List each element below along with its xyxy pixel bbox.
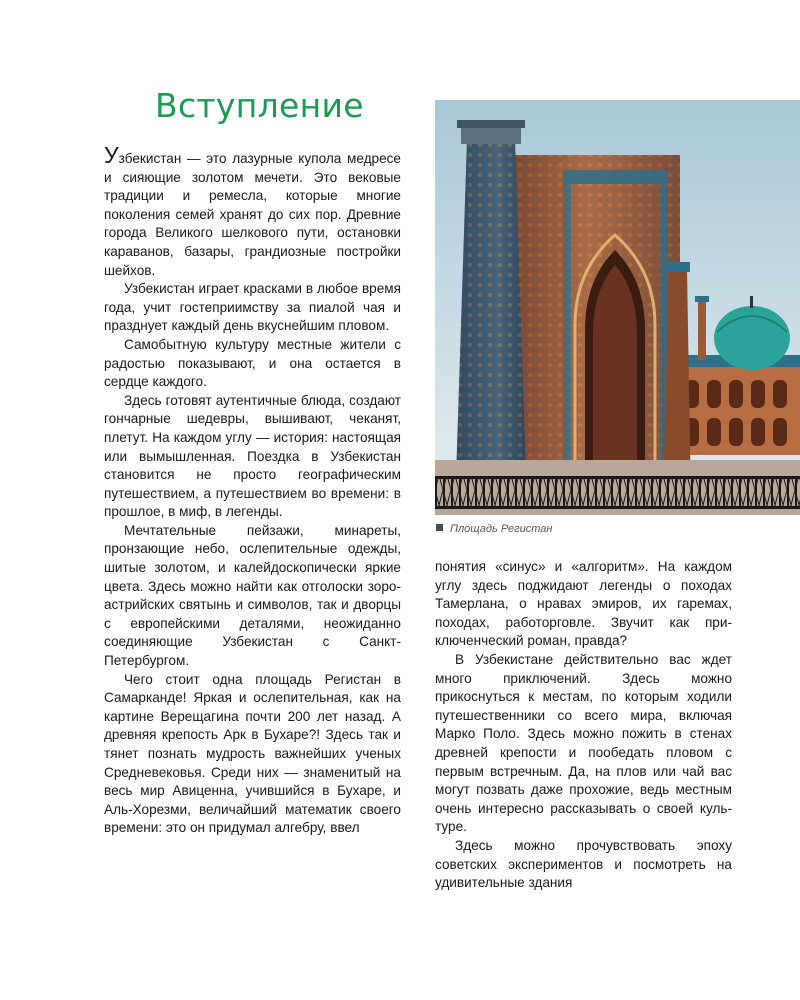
right-text-column (435, 558, 732, 893)
registan-photo (435, 100, 800, 515)
paragraph: В Узбекистане действительно вас ждет много приключений. Здесь можно прикоснуться к местам, по которым ходили путешественники со всего мира, включая Марко Поло. Здесь можно пожить в стенах древней крепости и пообедать пловом с первым встречным. Да, на плов или чай вас могут позвать даже прохожие, ведь местным очень интересно рассказывать о своей культуре. (435, 651, 732, 835)
paragraph: Узбекистан играет красками в любое время года, учит гостеприимству за пиалой чая и празднует каждый день вкуснейшим пловом. (104, 281, 401, 334)
paragraph: Здесь можно прочувствовать эпоху советских экспериментов и посмотреть на удивительные здания (435, 837, 732, 891)
caption-text: Площадь Регистан (450, 523, 553, 535)
paragraph: Самобытную культуру местные жители с радостью показывают, и она остается в сердце каждого. (104, 336, 401, 390)
paragraph (104, 142, 401, 280)
paragraph: Здесь готовят аутентичные блюда, создают гончарные шедевры, вышивают, чеканят, плетут. На каждом углу — история: настоящая или вымышленная. Поездка в Узбекистан становится не просто географическим путешествием, а путешествием во времени: в прошлое, в миф, в легенды. (104, 392, 401, 520)
page-title: Вступление (155, 86, 364, 125)
paragraph: Чего стоит одна площадь Регистан в Самарканде! Яркая и ослепительная, как на картине Верещагина почти 200 лет назад. А древняя крепость Арк в Бухаре?! Здесь так и тянет познать мудрость важнейших ученых Средневековья. Среди них — знаменитый на весь мир Авиценна, учившийся в Бухаре, и Аль-Хорезми, величайший математик своего времени: это он придумал алгебру, ввел (104, 671, 401, 836)
registan-illustration (435, 100, 800, 515)
paragraph-text: збекистан — это лазурные купола медресе и сияющие золотом мечети. Это вековые традиции и ремесла, которые многие поколения семей хранят до сих пор. Древние города Великого шелкового пути, остановки караванов, базары, грандиозные постройки шейхов. (104, 151, 401, 278)
photo-caption (436, 523, 552, 535)
left-text-column (104, 142, 401, 838)
drop-cap: У (104, 142, 119, 168)
caption-square-icon (436, 524, 443, 531)
paragraph: Мечтательные пейзажи, минареты, пронзающие небо, ослепительные одежды, шитые золотом, и калейдоскопически яркие цвета. Здесь можно найти как отголоски зороастрийских святынь и символов, так и дворцы с европейскими деталями, неожиданно соединяющие Узбекистан с Санкт-Петербургом. (104, 522, 401, 669)
paragraph: понятия «синус» и «алгоритм». На каждом углу здесь поджидают легенды о походах Тамерлана, о нравах эмиров, их гаремах, походах, работорговле. Звучит как приключенческий роман, правда? (435, 559, 732, 649)
